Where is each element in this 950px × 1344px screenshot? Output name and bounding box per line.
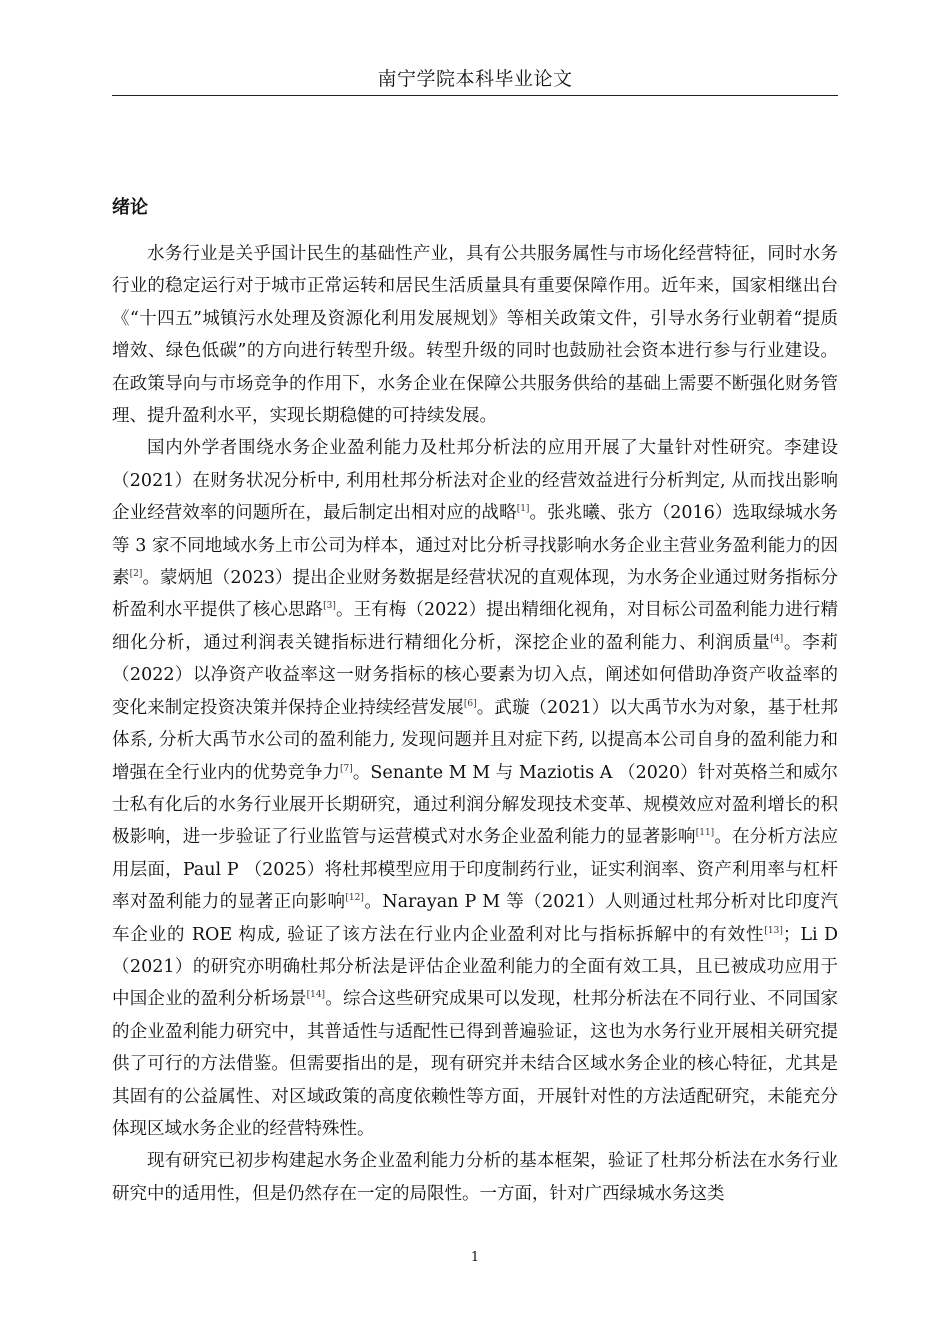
paragraph-1: 水务行业是关乎国计民生的基础性产业，具有公共服务属性与市场化经营特征，同时水务行业的稳定运行对于城市正常运转和居民生活质量具有重要保障作用。近年来，国家相继出台《“十四五”城镇污水处理及资源化利用发展规划》等相关政策文件，引导水务行业朝着“提质增效、绿色低碳”的方向进行转型升级。转型升级的同时也鼓励社会资本进行参与行业建设。在政策导向与市场竞争的作用下，水务企业在保障公共服务供给的基础上需要不断强化财务管理、提升盈利水平，实现长期稳健的可持续发展。 — [112, 244, 838, 427]
citation-marker: [2] — [129, 569, 143, 580]
paragraph-text-run: 。综合这些研究成果可以发现，杜邦分析法在不同行业、不同国家的企业盈利能力研究中，其普适性与适配性已得到普遍验证，这也为水务行业开展相关研究提供了可行的方法借鉴。但需要指出的是，现有研究并未结合区域水务企业的核心特征，尤其是其固有的公益属性、对区域政策的高度依赖性等方面，开展针对性的方法适配研究，未能充分体现区域水务企业的经营特殊性。 — [112, 989, 839, 1139]
citation-marker: [4] — [770, 634, 784, 645]
citation-marker: [13] — [764, 925, 783, 936]
citation-marker: [7] — [340, 763, 353, 774]
paragraph-text-run: 。在分析方法应用层面，Paul P （2025）将杜邦模型应用于印度制药行业，证实利润率、资产利用率与杠杆率对盈利能力的显著正向影响 — [112, 827, 839, 913]
citation-marker: [12] — [345, 893, 364, 904]
paragraph-text-run: 。蒙炳旭（2023）提出企业财务数据是经营状况的直观体现，为水务企业通过财务指标分析盈利水平提供了核心思路 — [112, 568, 839, 621]
paragraph-text-run: 。武璇（2021）以大禹节水为对象，基于杜邦体系, 分析大禹节水公司的盈利能力, 发现问题并且对症下药, 以提高本公司自身的盈利能力和增强在全行业内的优势竞争力 — [112, 697, 838, 783]
paragraph-text-run: 。张兆曦、张方（2016）选取绿城水务等 3 家不同地域水务上市公司为样本，通过对比分析寻找影响水务企业主营业务盈利能力的因素 — [112, 503, 838, 589]
paragraph-text-run: 国内外学者围绕水务企业盈利能力及杜邦分析法的应用开展了大量针对性研究。李建设（2021）在财务状况分析中, 利用杜邦分析法对企业的经营效益进行分析判定, 从而找出影响企业经营效率的问题所在，最后制定出相对应的战略 — [112, 438, 838, 524]
running-header: 南宁学院本科毕业论文 — [377, 68, 573, 90]
citation-marker: [6] — [463, 698, 477, 709]
section-title: 绪论 — [112, 197, 148, 218]
paragraph-text-run: 。Senante M M 与 Maziotis A （2020）针对英格兰和威尔士私有化后的水务行业展开长期研究，通过利润分解发现技术变革、规模效应对盈利增长的积极影响，进一步验证了行业监管与运营模式对水务企业盈利能力的显著影响 — [112, 762, 838, 848]
header-rule — [112, 95, 838, 96]
paragraph-2 — [112, 432, 838, 1145]
body-text — [112, 238, 838, 1210]
paragraph-3: 现有研究已初步构建起水务企业盈利能力分析的基本框架，验证了杜邦分析法在水务行业研究中的适用性，但是仍然存在一定的局限性。一方面，针对广西绿城水务这类 — [112, 1151, 838, 1204]
citation-marker: [11] — [695, 828, 715, 839]
citation-marker: [3] — [323, 601, 336, 612]
citation-marker: [14] — [306, 990, 326, 1001]
paragraph-text-run: ；Li D（2021）的研究亦明确杜邦分析法是评估企业盈利能力的全面有效工具，且已被成功应用于中国企业的盈利分析场景 — [112, 924, 839, 1010]
page-number: 1 — [470, 1250, 480, 1265]
citation-marker: [1] — [516, 504, 530, 515]
paragraph-text-run: 。王有梅（2022）提出精细化视角，对目标公司盈利能力进行精细化分析，通过利润表关键指标进行精细化分析，深挖企业的盈利能力、利润质量 — [112, 600, 838, 653]
paragraph-text-run: 。Narayan P M 等（2021）人则通过杜邦分析对比印度汽车企业的 ROE 构成, 验证了该方法在行业内企业盈利对比与指标拆解中的有效性 — [112, 892, 839, 945]
paragraph-text-run: 。李莉（2022）以净资产收益率这一财务指标的核心要素为切入点，阐述如何借助净资产收益率的变化来制定投资决策并保持企业持续经营发展 — [112, 632, 839, 718]
